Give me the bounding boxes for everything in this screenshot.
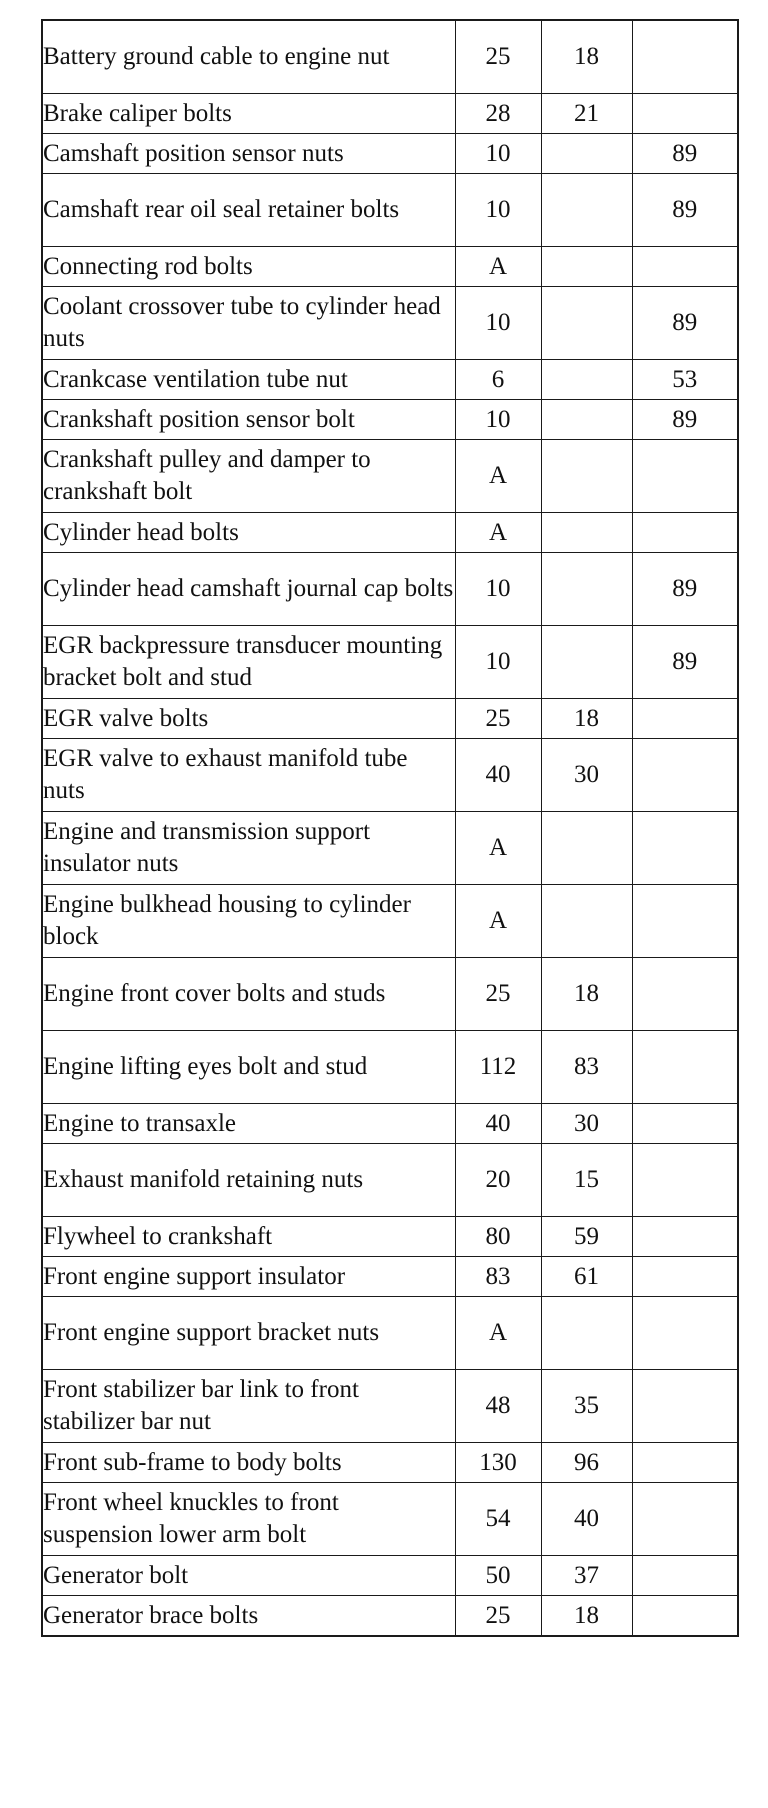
table-row [42,1297,738,1370]
table-row [42,513,738,553]
lbft-value-cell: 61 [541,1257,632,1297]
table-row [42,1104,738,1144]
table-row [42,360,738,400]
lbft-value-cell [541,1297,632,1370]
lbft-value-cell: 83 [541,1031,632,1104]
table-row [42,174,738,247]
lbft-value-cell: 96 [541,1443,632,1483]
description-cell: EGR backpressure transducer mounting bracket bolt and stud [42,626,455,699]
table-row [42,812,738,885]
lbft-value-cell: 40 [541,1483,632,1556]
table-body [42,20,738,1636]
nm-value-cell: 25 [455,699,541,739]
lbin-value-cell [632,1257,738,1297]
description-cell: Crankshaft pulley and damper to crankshaft bolt [42,440,455,513]
lbin-value-cell [632,1596,738,1637]
lbin-value-cell: 89 [632,134,738,174]
lbft-value-cell [541,513,632,553]
lbin-value-cell [632,1370,738,1443]
lbft-value-cell: 59 [541,1217,632,1257]
nm-value-cell: 40 [455,739,541,812]
table-row [42,553,738,626]
table-row [42,699,738,739]
lbft-value-cell: 18 [541,20,632,94]
lbft-value-cell [541,812,632,885]
table-row [42,440,738,513]
lbin-value-cell [632,812,738,885]
lbin-value-cell [632,739,738,812]
description-cell: Cylinder head camshaft journal cap bolts [42,553,455,626]
table-row [42,287,738,360]
nm-value-cell: 80 [455,1217,541,1257]
table-row [42,739,738,812]
lbin-value-cell: 89 [632,553,738,626]
description-cell: Front engine support insulator [42,1257,455,1297]
table-row [42,958,738,1031]
lbft-value-cell: 35 [541,1370,632,1443]
lbin-value-cell: 89 [632,287,738,360]
lbft-value-cell [541,134,632,174]
nm-value-cell: A [455,885,541,958]
table-row [42,1596,738,1637]
description-cell: Front stabilizer bar link to front stabilizer bar nut [42,1370,455,1443]
description-cell: Generator bolt [42,1556,455,1596]
lbft-value-cell [541,174,632,247]
nm-value-cell: A [455,440,541,513]
lbft-value-cell [541,247,632,287]
description-cell: Generator brace bolts [42,1596,455,1637]
table-row [42,1370,738,1443]
nm-value-cell: 112 [455,1031,541,1104]
lbin-value-cell [632,1443,738,1483]
lbin-value-cell [632,440,738,513]
nm-value-cell: 10 [455,553,541,626]
description-cell: EGR valve bolts [42,699,455,739]
lbft-value-cell [541,360,632,400]
lbin-value-cell: 89 [632,174,738,247]
lbin-value-cell [632,513,738,553]
table-row [42,1483,738,1556]
lbft-value-cell: 15 [541,1144,632,1217]
description-cell: Coolant crossover tube to cylinder head nuts [42,287,455,360]
nm-value-cell: 10 [455,287,541,360]
description-cell: Camshaft rear oil seal retainer bolts [42,174,455,247]
lbft-value-cell: 30 [541,739,632,812]
nm-value-cell: 25 [455,1596,541,1637]
lbin-value-cell: 89 [632,626,738,699]
nm-value-cell: A [455,812,541,885]
table-row [42,885,738,958]
lbin-value-cell [632,885,738,958]
nm-value-cell: 50 [455,1556,541,1596]
description-cell: Battery ground cable to engine nut [42,20,455,94]
nm-value-cell: 40 [455,1104,541,1144]
nm-value-cell: 10 [455,626,541,699]
lbft-value-cell: 37 [541,1556,632,1596]
description-cell: Engine and transmission support insulator nuts [42,812,455,885]
lbin-value-cell [632,1297,738,1370]
description-cell: Engine front cover bolts and studs [42,958,455,1031]
description-cell: Cylinder head bolts [42,513,455,553]
lbin-value-cell: 89 [632,400,738,440]
lbft-value-cell [541,626,632,699]
table-row [42,1443,738,1483]
table-row [42,1556,738,1596]
description-cell: Engine bulkhead housing to cylinder block [42,885,455,958]
lbft-value-cell: 18 [541,1596,632,1637]
lbft-value-cell: 18 [541,699,632,739]
table-row [42,400,738,440]
lbin-value-cell [632,958,738,1031]
lbft-value-cell [541,440,632,513]
lbft-value-cell [541,553,632,626]
nm-value-cell: A [455,1297,541,1370]
table-row [42,134,738,174]
nm-value-cell: 54 [455,1483,541,1556]
lbin-value-cell [632,1217,738,1257]
lbft-value-cell [541,885,632,958]
table-row [42,626,738,699]
table-row [42,1217,738,1257]
lbft-value-cell [541,400,632,440]
nm-value-cell: A [455,513,541,553]
description-cell: Flywheel to crankshaft [42,1217,455,1257]
lbft-value-cell: 21 [541,94,632,134]
lbin-value-cell [632,94,738,134]
description-cell: Camshaft position sensor nuts [42,134,455,174]
lbin-value-cell [632,1483,738,1556]
lbin-value-cell [632,20,738,94]
nm-value-cell: 10 [455,134,541,174]
description-cell: Front sub-frame to body bolts [42,1443,455,1483]
description-cell: Connecting rod bolts [42,247,455,287]
description-cell: Engine lifting eyes bolt and stud [42,1031,455,1104]
table-row [42,94,738,134]
torque-specification-table [41,19,739,1637]
nm-value-cell: 28 [455,94,541,134]
lbin-value-cell [632,1104,738,1144]
description-cell: Brake caliper bolts [42,94,455,134]
nm-value-cell: 48 [455,1370,541,1443]
nm-value-cell: A [455,247,541,287]
nm-value-cell: 10 [455,174,541,247]
nm-value-cell: 10 [455,400,541,440]
lbin-value-cell [632,1556,738,1596]
lbin-value-cell [632,1144,738,1217]
table-row [42,1031,738,1104]
description-cell: Exhaust manifold retaining nuts [42,1144,455,1217]
table-row [42,247,738,287]
lbin-value-cell: 53 [632,360,738,400]
nm-value-cell: 83 [455,1257,541,1297]
lbft-value-cell: 30 [541,1104,632,1144]
description-cell: Crankshaft position sensor bolt [42,400,455,440]
lbft-value-cell: 18 [541,958,632,1031]
nm-value-cell: 20 [455,1144,541,1217]
lbft-value-cell [541,287,632,360]
description-cell: Front engine support bracket nuts [42,1297,455,1370]
lbin-value-cell [632,1031,738,1104]
description-cell: Front wheel knuckles to front suspension lower arm bolt [42,1483,455,1556]
table-row [42,1144,738,1217]
nm-value-cell: 25 [455,20,541,94]
table-row [42,20,738,94]
nm-value-cell: 25 [455,958,541,1031]
description-cell: Engine to transaxle [42,1104,455,1144]
lbin-value-cell [632,247,738,287]
nm-value-cell: 130 [455,1443,541,1483]
lbin-value-cell [632,699,738,739]
table-row [42,1257,738,1297]
nm-value-cell: 6 [455,360,541,400]
description-cell: EGR valve to exhaust manifold tube nuts [42,739,455,812]
description-cell: Crankcase ventilation tube nut [42,360,455,400]
